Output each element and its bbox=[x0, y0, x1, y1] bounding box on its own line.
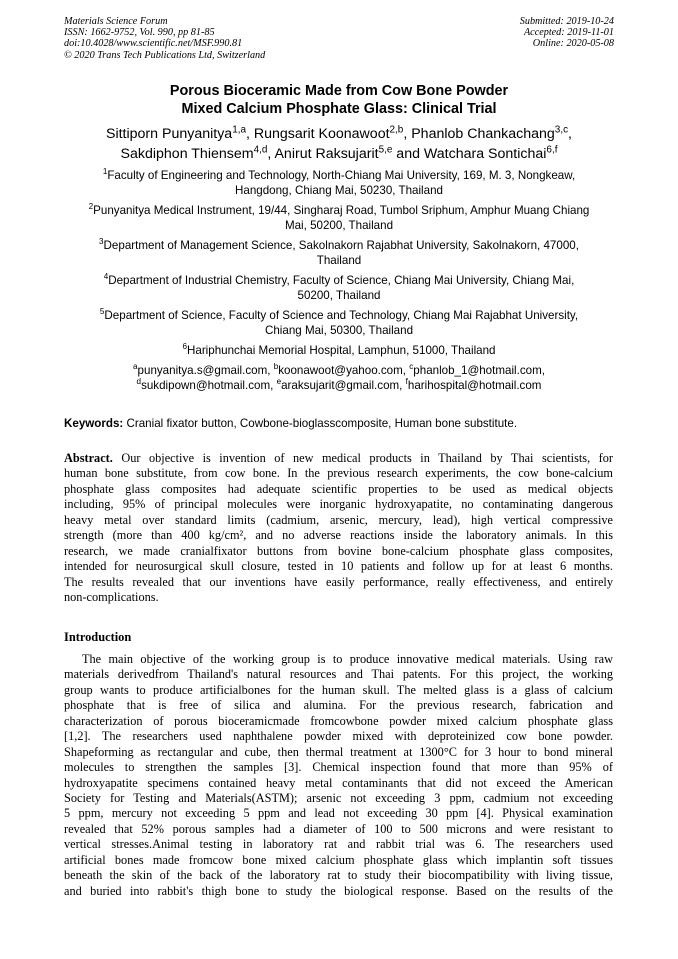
body-line: artificial bones made fromcow bone mixed calcium phosphate glass which implantin soft tissues bbox=[64, 852, 613, 867]
body-line: materials derivedfrom Thailand's natural resources and Thai patents. For this project, the working bbox=[64, 667, 613, 682]
title-line: Porous Bioceramic Made from Cow Bone Powder bbox=[169, 83, 509, 99]
body-line: Society for Testing and Materials(ASTM); arsenic not exceeding 3 ppm, cadmium not exceeding bbox=[64, 790, 613, 805]
author-affil-mark: 2,b bbox=[389, 124, 404, 136]
accepted-date: Accepted: 2019-11-01 bbox=[523, 27, 614, 39]
email-link[interactable]: koonawoot@yahoo.com bbox=[278, 364, 403, 377]
journal-name: Materials Science Forum bbox=[64, 16, 168, 27]
author-separator: , bbox=[403, 126, 412, 142]
abstract-line: non-complications. bbox=[64, 589, 159, 604]
journal-copyright: © 2020 Trans Tech Publications Ltd, Switzerland bbox=[64, 49, 266, 61]
author-line bbox=[30, 144, 648, 164]
introduction-body bbox=[64, 652, 613, 899]
body-line: and buried into rabbit's thigh bone to study the biological response. Based on the results of the bbox=[64, 883, 613, 898]
keywords-text: Cranial fixator button, Cowbone-bioglasscomposite, Human bone substitute. bbox=[123, 417, 518, 430]
affiliation-text: Hariphunchai Memorial Hospital, Lamphun, 51000, Thailand bbox=[187, 344, 496, 357]
author-affil-mark: 1,a bbox=[232, 124, 246, 136]
author-name: Phanlob Chankachang bbox=[411, 126, 555, 142]
affiliation bbox=[40, 168, 638, 198]
affiliation-mark: 6 bbox=[182, 342, 187, 352]
author-name: Anirut Raksujarit bbox=[274, 146, 379, 162]
author-name: Sittiporn Punyanitya bbox=[106, 126, 233, 142]
body-line: revealed that 52% porous samples had a diameter of 100 to 500 microns and were resistant to bbox=[64, 821, 613, 836]
author-line bbox=[30, 124, 648, 144]
affiliation-text: Department of Management Science, Sakolnakorn Rajabhat University, Sakolnakorn, 47000, bbox=[103, 239, 579, 252]
author-separator: and bbox=[392, 146, 424, 162]
email-link[interactable]: phanlob_1@hotmail.com bbox=[413, 364, 542, 377]
journal-issn: ISSN: 1662-9752, Vol. 990, pp 81-85 bbox=[64, 27, 215, 39]
body-line: 5 ppm, mercury not exceeding 5 ppm and lead not exceeding 30 ppm [4]. Physical examination bbox=[64, 806, 613, 821]
body-line: vertical stresses.Animal testing in laboratory rat and rabbit trial was 6. The researchers used bbox=[64, 837, 613, 852]
abstract-line: including, 95% of principal molecules were inorganic hydroxyapatite, no contaminating dangerous bbox=[64, 497, 613, 512]
affiliation-text: Faculty of Engineering and Technology, North-Chiang Mai University, 169, M. 3, Nongkeaw, bbox=[107, 169, 576, 182]
affiliation-list bbox=[40, 168, 638, 393]
affiliation-text: Hangdong, Chiang Mai, 50230, Thailand bbox=[235, 184, 443, 197]
abstract bbox=[64, 451, 613, 605]
author-name: Rungsarit Koonawoot bbox=[253, 126, 390, 142]
submission-dates bbox=[520, 16, 614, 50]
author-affil-mark: 4,d bbox=[253, 144, 268, 156]
author-list bbox=[30, 124, 648, 164]
abstract-line: The results revealed that our inventions have easily performance, really effectiveness, and entirely bbox=[64, 574, 613, 589]
keywords bbox=[64, 416, 624, 431]
online-date: Online: 2020-05-08 bbox=[532, 38, 614, 50]
journal-info bbox=[64, 16, 265, 61]
email-link[interactable]: punyanitya.s@gmail.com bbox=[137, 364, 268, 377]
author-separator: , bbox=[568, 126, 572, 142]
abstract-line: phosphate glass composites had adequate scientific properties to be used as medical objects bbox=[64, 481, 613, 496]
author-separator: , bbox=[267, 146, 275, 162]
email-link[interactable]: araksujarit@gmail.com bbox=[281, 379, 400, 392]
affiliation-text: Mai, 50200, Thailand bbox=[284, 219, 394, 232]
author-affil-mark: 3,c bbox=[554, 124, 569, 136]
abstract-line: research, we made cranialfixator buttons from bovine bone-calcium phosphate glass composites, bbox=[64, 543, 613, 558]
section-heading: Introduction bbox=[64, 630, 132, 644]
abstract-line: Abstract. Our objective is invention of new medical products in Thailand by Thai scientists, for bbox=[64, 451, 613, 465]
body-line: Shapeforming as rectangular and cube, then thermal treatment at 1300°C for 3 hour to bond mineral bbox=[64, 744, 613, 759]
body-line: phosphate that is free of silica and alumina. For the previous research, fabrication and bbox=[64, 698, 613, 713]
affiliation bbox=[40, 273, 638, 303]
affiliation bbox=[40, 238, 638, 268]
email-link[interactable]: sukdipown@hotmail.com bbox=[141, 379, 271, 392]
body-line: [1,2]. The researchers used naphthalene powder mixed with deproteinized cow bone powder. bbox=[64, 729, 613, 744]
author-affil-mark: 5,e bbox=[378, 144, 393, 156]
affiliation-mark: 3 bbox=[99, 237, 104, 247]
submitted-date: Submitted: 2019-10-24 bbox=[519, 16, 614, 27]
journal-doi: doi:10.4028/www.scientific.net/MSF.990.81 bbox=[64, 38, 243, 50]
abstract-line: human bone substitute, from cow bone. In the previous research experiments, the cow bone-calcium bbox=[64, 466, 613, 481]
abstract-line: intended for neurosurgical skull closure, tested in 10 patients and follow up for at least 6 months. bbox=[64, 559, 613, 574]
affiliation-mark: 2 bbox=[88, 202, 94, 212]
body-line: characterization of porous bioceramicmade fromcowbone powder mixed calcium phosphate glass bbox=[64, 713, 613, 728]
affiliation bbox=[40, 203, 638, 233]
affiliation-text: Thailand bbox=[316, 254, 362, 267]
paper-title bbox=[40, 82, 638, 118]
affiliation bbox=[40, 343, 638, 358]
abstract-line: strength (more than 400 kg/cm², and no adverse reactions inside the laboratory animals. In this bbox=[64, 528, 613, 543]
author-separator: , bbox=[245, 126, 254, 142]
keywords-label: Keywords: bbox=[64, 417, 124, 430]
title-line: Mixed Calcium Phosphate Glass: Clinical Trial bbox=[181, 101, 497, 117]
abstract-label: Abstract. bbox=[64, 451, 113, 465]
body-line: group wants to produce artificialbones for the human skull. The melted glass is a glass of calcium bbox=[64, 682, 613, 697]
affiliation-text: Punyanitya Medical Instrument, 19/44, Singharaj Road, Tumbol Sriphum, Amphur Muang Chiang bbox=[93, 204, 590, 217]
affiliation-mark: 5 bbox=[99, 307, 105, 317]
body-line: molecules to strengthen the samples [3]. Chemical inspection found that more than 95% of bbox=[64, 760, 613, 775]
body-line: The main objective of the working group is to produce innovative medical materials. Using raw bbox=[82, 652, 613, 666]
affiliation-text: Chiang Mai, 50300, Thailand bbox=[264, 324, 414, 337]
email-list: $^a$punyanitya.s@gmail.com, $^b$koonawoot@yahoo.com, $^c$phanlob_1@hotmail.com, $^d$sukdipown@hotmail.com, $^e$araksujarit@gmail.com, $^f$harihospital@hotmail.com bbox=[133, 362, 545, 392]
email-link[interactable]: harihospital@hotmail.com bbox=[407, 379, 542, 392]
affiliation-text: Department of Industrial Chemistry, Faculty of Science, Chiang Mai University, Chiang Mai, bbox=[108, 274, 575, 287]
affiliation bbox=[40, 308, 638, 338]
affiliation-mark: 1 bbox=[102, 167, 108, 177]
abstract-line: heavy metal over standard limits (cadmium, arsenic, mercury, lead), high vertical compressive bbox=[64, 512, 613, 527]
author-affil-mark: 6,f bbox=[546, 144, 558, 156]
author-name: Sakdiphon Thiensem bbox=[120, 146, 254, 162]
author-name: Watchara Sontichai bbox=[423, 146, 547, 162]
affiliation-text: Department of Science, Faculty of Science and Technology, Chiang Mai Rajabhat University, bbox=[104, 309, 579, 322]
body-line: hydroxyapatite specimens contained heavy metal contaminants that did not exceed the American bbox=[64, 775, 613, 790]
affiliation-text: 50200, Thailand bbox=[297, 289, 381, 302]
affiliation-mark: 4 bbox=[103, 272, 109, 282]
body-line: beneath the skin of the back of the laboratory rat to study their biocompatibility with living tissue, bbox=[64, 868, 613, 883]
